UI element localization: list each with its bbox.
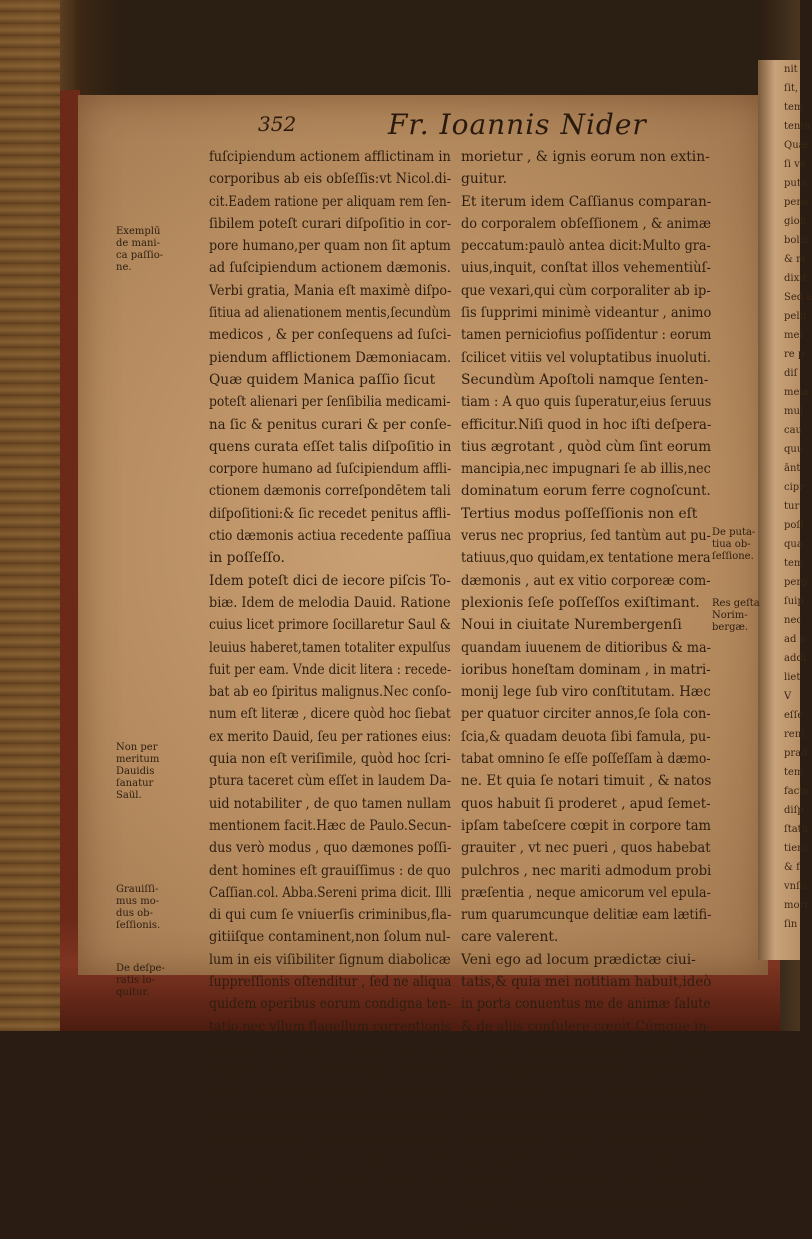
text-line: corpore humano ad ſuſcipiendum affli-	[209, 461, 452, 478]
margin-note-line: Saül.	[116, 790, 142, 801]
facing-page-text: tenta	[784, 121, 811, 132]
text-line: quidem operibus eorum condigna ten-	[209, 996, 452, 1013]
facing-page-text: morr	[784, 900, 810, 911]
text-line: per quatuor circiter annos,ſe ſola con-	[461, 706, 711, 723]
text-line: bat ab eo ſpiritus malignus.Nec conſo-	[209, 684, 452, 701]
text-line: mancipia,nec impugnari ſe ab illis,nec	[461, 461, 711, 478]
text-line: Idem poteſt dici de iecore piſcis To-	[209, 572, 451, 589]
text-line: morietur , & ignis eorum non extin-	[461, 149, 710, 165]
facing-page-text: eſſe	[784, 710, 804, 721]
text-line: & de aliis conſulere cœpit.Cúmque in-	[461, 1018, 711, 1035]
text-line: caſu,nominarem,diuertere cœpit fœmi-	[461, 1063, 711, 1080]
text-line: iudicij Dei. In quo vermis eorum non	[209, 1174, 451, 1191]
text-line: poteſt alienari per ſenſibilia medicami-	[209, 394, 451, 411]
text-line: quens curata eſſet talis diſpoſitio in	[209, 438, 452, 455]
text-line: ptura taceret cùm eſſet in laudem Da-	[209, 773, 451, 790]
margin-note-line: ſeſſionis.	[116, 920, 161, 931]
text-line: medicos , & per conſequens ad ſuſci-	[209, 327, 452, 344]
margin-note-line: ne.	[116, 262, 132, 273]
margin-note-line: quitur.	[116, 987, 150, 998]
text-line: Caſſian.col. Abba.Sereni prima dicit. Illi	[209, 884, 452, 901]
page-header	[258, 108, 728, 146]
text-line: biæ. Idem de melodia Dauid. Ratione	[209, 594, 451, 611]
margin-note-line: tiua ob-	[712, 539, 751, 550]
margin-note-line: ſanatur	[116, 778, 154, 789]
facing-page-text: ſit,	[784, 83, 799, 94]
facing-page-text: mul	[784, 406, 804, 417]
text-line: dominatum eorum ferre cognoſcunt.	[461, 483, 711, 500]
text-line: ſcia,& quadam deuota ſibi famula, pu-	[461, 728, 711, 745]
text-line: tionem in die iræ & reuelationis iuſti	[209, 1152, 452, 1169]
text-line: quia non eſt veriſimile, quòd hoc ſcri-	[209, 751, 451, 768]
margin-note-line: Norim-	[712, 610, 748, 621]
facing-page-fragment	[758, 60, 812, 960]
text-line: temporis iſtius expeditámque medici-	[209, 1063, 451, 1080]
facing-page-text: tem	[784, 102, 804, 113]
facing-page-text: puta	[784, 178, 807, 189]
facing-page-text: nit	[784, 64, 798, 75]
facing-page-text: ſtatu	[784, 824, 809, 835]
facing-page-text: mel	[784, 330, 803, 341]
right-text-column	[461, 146, 711, 1239]
text-line: gitiiſque contaminent,non ſolum nul-	[209, 929, 451, 946]
text-line: dent homines eſt grauiſſimus : de quo	[209, 862, 451, 879]
left-text-column	[209, 146, 451, 1194]
margin-note-line: De puta-	[712, 527, 756, 538]
margin-note	[116, 963, 165, 999]
facing-page-text: cau	[784, 425, 803, 436]
text-line: Secundùm Apoſtoli namque ſenten-	[461, 371, 709, 388]
text-line: di qui cum ſe vniuerſis criminibus,fla-	[209, 907, 452, 924]
margin-note-line: ſeſſione.	[712, 551, 754, 562]
text-line: cit.Eadem ratione per aliquam rem ſen-	[209, 193, 451, 210]
text-line: verus nec proprius, ſed tantùm aut pu-	[461, 528, 711, 545]
facing-page-text: rent	[784, 729, 806, 740]
facing-page-text: ſin	[784, 919, 798, 930]
text-line: peccatum:paulò antea dicit:Multo gra-	[461, 238, 711, 255]
text-line: igitur verba cum in geſtu fœminæ ti-	[461, 1196, 711, 1213]
text-line: plexionis ſeſe poſſeſſos exiſtimant.	[461, 594, 700, 611]
text-line: pulchros , nec mariti admodum probi	[461, 862, 712, 879]
text-line: uius,inquit, conſtat illos vehementiùſ-	[461, 260, 711, 277]
facing-page-text: tem	[784, 767, 804, 778]
text-line: ad ſuſcipiendum actionem dæmonis.	[209, 260, 451, 277]
text-line: dus verò modus , quo dæmones poſſi-	[209, 840, 452, 857]
facing-page-text: diſ	[784, 368, 798, 379]
text-line: ctio dæmonis actiua recedente paſſiua	[209, 528, 452, 545]
facing-page-text: tur	[784, 501, 800, 512]
text-line: Verbi gratia, Mania eſt maximè diſpo-	[209, 282, 452, 299]
facing-page-text: nec	[784, 615, 802, 626]
text-line: na à me cautè caput , vt faceto more ſa-	[461, 1085, 711, 1102]
facing-page-text: & f	[784, 862, 800, 873]
text-line: leuius haberet,tamen totaliter expulſus	[209, 639, 451, 656]
margin-note-line: Dauidis	[116, 766, 155, 777]
text-line: ſitiua ad alienationem mentis,ſecundùm	[209, 305, 451, 322]
facing-page-text: prad	[784, 748, 808, 759]
text-line: quos habuit ſi proderet , apud ſemet-	[461, 795, 711, 812]
facing-page-text: tem	[784, 558, 804, 569]
text-line: præſentia , neque amicorum vel epula-	[461, 884, 711, 901]
text-line: morem	[461, 1219, 511, 1236]
text-line: cor pœnam vitæ præſentis excedens,	[209, 1107, 452, 1124]
margin-note-line: dus ob-	[116, 908, 153, 919]
text-line: fuit per eam. Vnde dicit litera : recede-	[209, 661, 452, 678]
facing-page-text: pelli	[784, 311, 806, 322]
facing-page-text: bolic	[784, 235, 809, 246]
margin-note-line: ratis lo-	[116, 975, 155, 986]
text-line: Noui in ciuitate Nurembergenſi	[461, 617, 682, 634]
facing-page-text: re p	[784, 349, 805, 360]
text-line: uid notabiliter , de quo tamen nullam	[209, 795, 451, 812]
text-line: tiam : A quo quis ſuperatur,eius ſeruus	[461, 394, 712, 411]
text-line: lum in eis viſibiliter ſignum diabolicæ	[209, 951, 451, 968]
text-line: nari audierat , horruit eius animus ex	[461, 1152, 711, 1169]
book-edge-left	[0, 0, 60, 1031]
text-line: care valerent.	[461, 929, 559, 946]
facing-page-text: liet	[784, 672, 801, 683]
text-line: ioribus honeſtam dominam , in matri-	[461, 661, 711, 678]
margin-note-line: Grauiſſi-	[116, 884, 159, 895]
margin-note	[116, 884, 160, 932]
text-line: in porta conuentus me de animæ ſalute	[461, 996, 711, 1013]
text-line: contracta aſſuetudine. Poſt quædam	[461, 1174, 712, 1191]
text-line: Et iterum idem Caſſianus comparan-	[461, 193, 712, 210]
text-line: tatiuus,quo quidam,ex tentatione mera	[461, 550, 711, 567]
text-line: monij lege ſub viro conſtitutam. Hæc	[461, 684, 711, 701]
margin-note-line: mus mo-	[116, 896, 160, 907]
margin-note-line: De deſpe-	[116, 963, 165, 974]
text-line: teritis quoties nomen dæmonis nomi-	[461, 1130, 711, 1147]
facing-page-text: V	[784, 691, 792, 702]
text-line: do corporalem obſeſſionem , & animæ	[461, 215, 712, 232]
text-line: na ſic & penitus curari & per conſe-	[209, 416, 452, 433]
margin-note	[712, 527, 755, 563]
text-line: nam , quorum durities & impœnitens	[209, 1085, 452, 1102]
text-line: rum quarumcunque delitiæ eam lætifi-	[461, 907, 712, 924]
text-line: ſibilem poteſt curari diſpoſitio in cor-	[209, 215, 452, 232]
margin-note-line: bergæ.	[712, 622, 749, 633]
text-line: tabat omnino ſe eſſe poſſeſſam à dæmo-	[461, 751, 711, 768]
running-head: Fr. Ioannis Nider	[388, 108, 647, 141]
text-line: ne. Et quia ſe notari timuit , & natos	[461, 773, 712, 790]
text-line: in poſſeſſo.	[209, 550, 285, 567]
facing-page-text: pene	[784, 197, 809, 208]
facing-page-text: tienc	[784, 843, 810, 854]
text-line: tamen perniciofius poſſidentur : eorum	[461, 327, 712, 344]
facing-page-text: Sed a	[784, 292, 812, 303]
cover-edge-left	[60, 90, 80, 990]
page-number: 352	[258, 112, 297, 136]
facing-page-text: gion	[784, 216, 807, 227]
facing-page-text: ſi ve	[784, 159, 806, 170]
text-line: que vexari,qui cùm corporaliter ab ip-	[461, 282, 711, 299]
text-line: ctionem dæmonis correſpondētem tali	[209, 483, 451, 500]
facing-page-text: ānt	[784, 463, 801, 474]
text-line: piendum afflictionem Dæmoniacam.	[209, 349, 452, 366]
facing-page-text: Quæ	[784, 140, 809, 151]
margin-note	[116, 742, 159, 802]
margin-note-line: de mani-	[116, 238, 160, 249]
text-line: ipſam tabeſcere cœpit in corpore tam	[461, 817, 711, 834]
facing-page-text: dixit	[784, 273, 807, 284]
facing-page-text: vnſu	[784, 881, 807, 892]
facing-page-text: meia	[784, 387, 809, 398]
text-line: quandam iuuenem de ditioribus & ma-	[461, 639, 711, 656]
margin-note-line: Exemplū	[116, 226, 161, 237]
text-line: Tertius modus poſſeſſionis non eſt	[461, 505, 698, 522]
facing-page-text: quu	[784, 444, 804, 455]
facing-page-text: poſſ	[784, 520, 804, 531]
text-line: corporibus ab eis obſeſſis:vt Nicol.di-	[209, 171, 452, 188]
text-line: pore humano,per quam non ſit aptum	[209, 238, 451, 255]
text-line: ſuppreſſionis oſtenditur , ſed ne aliqua	[209, 973, 452, 990]
text-line: Veni ego ad locum prædictæ ciui-	[461, 951, 696, 968]
margin-note	[116, 226, 163, 274]
facing-page-text: ſuip	[784, 596, 804, 607]
text-line: tatis,& quia mei notitiam habuit,ideò	[461, 973, 712, 990]
facing-page-text: addi	[784, 653, 806, 664]
text-line: mentionem facit.Hæc de Paulo.Secun-	[209, 817, 452, 834]
facing-page-text: cipr	[784, 482, 804, 493]
margin-note	[712, 598, 760, 634]
text-line: num eſt literæ , dicere quòd hoc ſiebat	[209, 706, 451, 723]
margin-note-line: ca paſſio-	[116, 250, 164, 261]
text-line: ſcilicet vitiis vel voluptatibus inuoluti.	[461, 349, 711, 366]
margin-note-line: Res geſta	[712, 598, 760, 609]
facing-page-text: diſp	[784, 805, 804, 816]
text-line: ſis ſupprimi minimè videantur , animo	[461, 305, 712, 322]
text-line: fuſcipiendum actionem afflictinam in	[209, 149, 451, 165]
text-line: theſaurizant ſibi ipſis iram & indigna-	[209, 1130, 452, 1147]
text-line: grauiter , vt nec pueri , quos habebat	[461, 840, 711, 857]
facing-page-text: qua	[784, 539, 803, 550]
text-line: tatio,nec vllum flagellum correptionis	[209, 1018, 452, 1035]
text-line: dæmonis , aut ex vitio corporeæ com-	[461, 572, 711, 589]
text-line: liuam eiiceret.Ex phantaſiis enim præ-	[461, 1107, 712, 1124]
text-line: ter mea verba dæmonem neſcio quo	[461, 1040, 712, 1057]
text-line: cuius licet primore ſocillaretur Saul &	[209, 617, 451, 634]
text-line: efficitur.Niſi quod in hoc iſti deſpera-	[461, 416, 712, 433]
facing-page-text: ad e	[784, 634, 806, 645]
text-line: diſpoſitioni:& ſic recedet penitus affli-	[209, 505, 451, 522]
text-line: infertur. Non enim merentur celerem	[209, 1040, 451, 1057]
text-line: ex merito Dauid, ſeu per rationes eius:	[209, 728, 452, 745]
facing-page-text: & m	[784, 254, 806, 265]
margin-note-line: meritum	[116, 754, 160, 765]
text-line: guitur.	[461, 171, 508, 188]
margin-note-line: Non per	[116, 742, 158, 753]
text-line: tius ægrotant , quòd cùm ſint eorum	[461, 438, 712, 455]
text-line: Quæ quidem Manica paſſio ſicut	[209, 371, 436, 388]
facing-page-text: factu	[784, 786, 810, 797]
facing-page-text: perp	[784, 577, 808, 588]
